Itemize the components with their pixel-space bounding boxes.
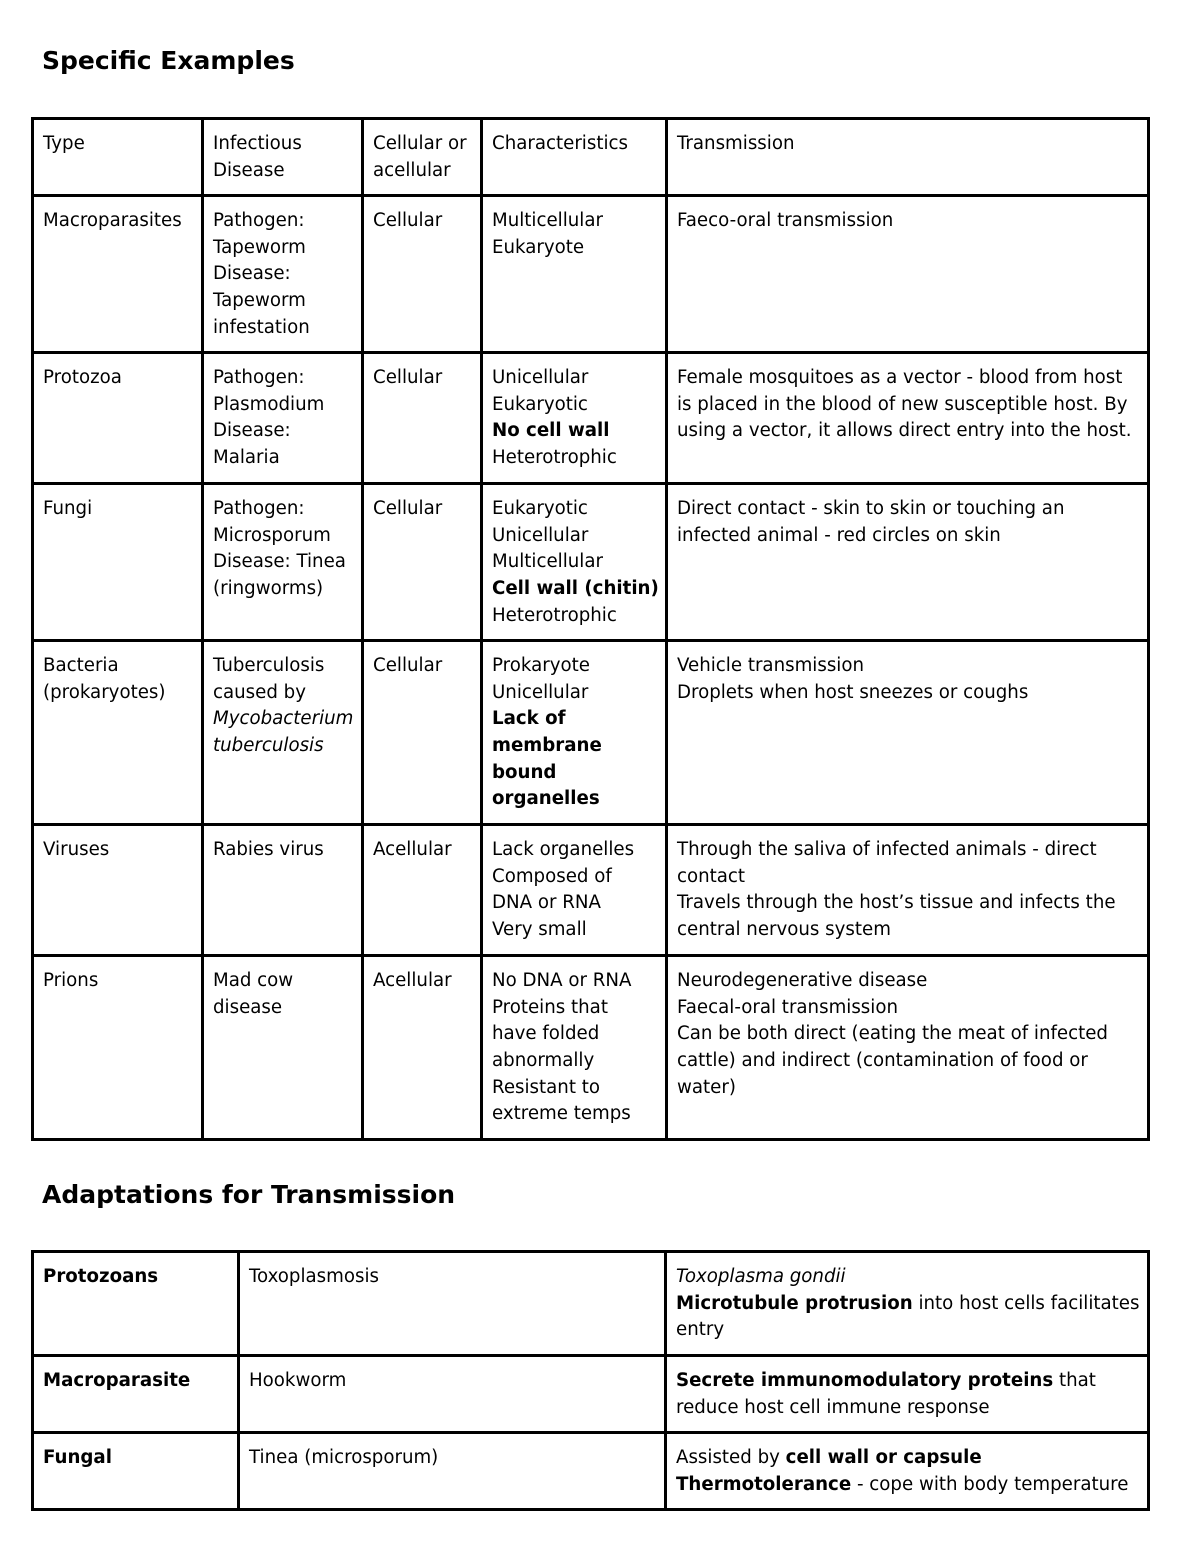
specific-examples-table: [31, 117, 1150, 1141]
table-row: [33, 825, 1149, 956]
table-row: [33, 484, 1149, 641]
header-type: Type: [33, 119, 203, 196]
bold-characteristic: organelles: [492, 788, 600, 810]
header-infectious-disease: Infectious Disease: [203, 119, 363, 196]
section-title-adaptations: Adaptations for Transmission: [42, 1180, 456, 1209]
cell-adaptation: Secrete immunomodulatory proteins that reduce host cell immune response: [666, 1356, 1149, 1433]
header-characteristics: Characteristics: [482, 119, 667, 196]
cell-transmission: Direct contact - skin to skin or touching an infected animal - red circles on skin: [667, 484, 1149, 641]
table-row: [33, 956, 1149, 1140]
table-row: [33, 353, 1149, 484]
cell-transmission: Through the saliva of infected animals - direct contact Travels through the host’s tissue and infects the central nervous system: [667, 825, 1149, 956]
table-row: [33, 641, 1149, 825]
table-row: [33, 1356, 1149, 1433]
cell-characteristics: Multicellular Eukaryote: [482, 196, 667, 353]
cell-disease: Pathogen: Microsporum Disease: Tinea (ringworms): [203, 484, 363, 641]
cell-characteristics: Lack organelles Composed of DNA or RNA Very small: [482, 825, 667, 956]
cell-cellular: Cellular: [363, 196, 482, 353]
bold-characteristic: Lack of: [492, 708, 566, 730]
cell-disease: Mad cow disease: [203, 956, 363, 1140]
species-name: Toxoplasma gondii: [676, 1266, 846, 1287]
table-row: [33, 1433, 1149, 1510]
species-name: tuberculosis: [213, 734, 324, 756]
cell-characteristics: Prokaryote Unicellular Lack of membrane bound organelles: [482, 641, 667, 825]
cell-cellular: Cellular: [363, 641, 482, 825]
cell-group: Macroparasite: [33, 1356, 239, 1433]
cell-transmission: Faeco-oral transmission: [667, 196, 1149, 353]
cell-disease: Pathogen: Plasmodium Disease: Malaria: [203, 353, 363, 484]
cell-characteristics: No DNA or RNA Proteins that have folded abnormally Resistant to extreme temps: [482, 956, 667, 1140]
cell-type: Fungi: [33, 484, 203, 641]
adaptations-table: [31, 1250, 1150, 1511]
cell-type: Protozoa: [33, 353, 203, 484]
bold-characteristic: bound: [492, 761, 557, 783]
cell-group: Protozoans: [33, 1252, 239, 1356]
cell-example: Tinea (microsporum): [239, 1433, 666, 1510]
cell-type: Macroparasites: [33, 196, 203, 353]
cell-cellular: Acellular: [363, 825, 482, 956]
cell-disease: Tuberculosis caused by Mycobacterium tuberculosis: [203, 641, 363, 825]
cell-type: Prions: [33, 956, 203, 1140]
section-title-specific-examples: Specific Examples: [42, 46, 295, 75]
cell-adaptation: Toxoplasma gondii Microtubule protrusion into host cells facilitates entry: [666, 1252, 1149, 1356]
cell-characteristics: Eukaryotic Unicellular Multicellular Cell wall (chitin) Heterotrophic: [482, 484, 667, 641]
cell-cellular: Acellular: [363, 956, 482, 1140]
cell-example: Hookworm: [239, 1356, 666, 1433]
cell-group: Fungal: [33, 1433, 239, 1510]
cell-cellular: Cellular: [363, 353, 482, 484]
cell-cellular: Cellular: [363, 484, 482, 641]
bold-characteristic: membrane: [492, 734, 602, 756]
cell-transmission: Female mosquitoes as a vector - blood from host is placed in the blood of new susceptible host. By using a vector, it allows direct entry into the host.: [667, 353, 1149, 484]
cell-disease: Pathogen: Tapeworm Disease: Tapeworm infestation: [203, 196, 363, 353]
bold-characteristic: No cell wall: [492, 420, 610, 442]
cell-type: Viruses: [33, 825, 203, 956]
cell-characteristics: Unicellular Eukaryotic No cell wall Heterotrophic: [482, 353, 667, 484]
header-transmission: Transmission: [667, 119, 1149, 196]
cell-disease: Rabies virus: [203, 825, 363, 956]
cell-transmission: Vehicle transmission Droplets when host sneezes or coughs: [667, 641, 1149, 825]
header-cellular: Cellular or acellular: [363, 119, 482, 196]
species-name: Mycobacterium: [213, 708, 354, 730]
cell-adaptation: Assisted by cell wall or capsule Thermotolerance - cope with body temperature: [666, 1433, 1149, 1510]
table-row: [33, 196, 1149, 353]
table-header-row: [33, 119, 1149, 196]
table-row: [33, 1252, 1149, 1356]
cell-example: Toxoplasmosis: [239, 1252, 666, 1356]
cell-type: Bacteria (prokaryotes): [33, 641, 203, 825]
cell-transmission: Neurodegenerative disease Faecal-oral transmission Can be both direct (eating the meat of infected cattle) and indirect (contamination of food or water): [667, 956, 1149, 1140]
bold-characteristic: Cell wall (chitin): [492, 577, 659, 599]
